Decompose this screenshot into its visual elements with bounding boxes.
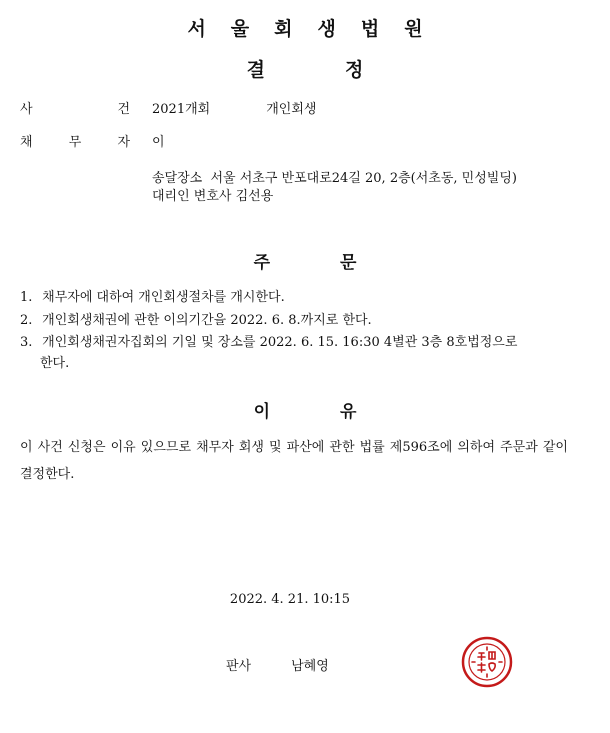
order-item-text: 개인회생채권자집회의 기일 및 장소를 2022. 6. 15. 16:30 4별관 3층 8호법정으로	[42, 335, 518, 350]
document-type: 결정	[246, 59, 444, 81]
reason-heading: 이유	[253, 402, 427, 422]
case-label	[20, 101, 130, 119]
service-address: 송달장소 서울 서초구 반포대로24길 20, 2층(서초동, 민성빌딩)	[152, 171, 517, 186]
case-value	[152, 101, 316, 119]
legal-agent: 대리인 변호사 김선용	[152, 189, 274, 204]
order-item-number: 3.	[20, 335, 33, 350]
order-item-number: 1.	[20, 290, 33, 305]
judge-signature-line	[226, 655, 329, 674]
case-name: 개인회생	[266, 102, 317, 117]
order-item-text: 개인회생채권에 관한 이의기간을 2022. 6. 8.까지로 한다.	[42, 313, 372, 328]
reason-text: 이 사건 신청은 이유 있으므로 채무자 회생 및 파산에 관한 법률 제596조에 의하여 주문과 같이 결정한다.	[20, 440, 568, 482]
case-number: 2021개회	[152, 102, 211, 117]
order-item-text: 채무자에 대하여 개인회생절차를 개시한다.	[42, 290, 285, 305]
court-seal-icon	[460, 635, 514, 689]
order-item-2	[20, 310, 568, 331]
order-item-text-continued: 한다.	[40, 356, 70, 371]
court-name: 서울회생법원	[187, 18, 448, 40]
label-char: 건	[117, 102, 130, 117]
debtor-label	[20, 134, 130, 152]
label-char: 사	[20, 102, 33, 117]
judge-title: 판사	[226, 659, 252, 674]
decision-date: 2022. 4. 21. 10:15	[229, 592, 351, 607]
label-char: 채	[20, 135, 33, 150]
label-char: 무	[68, 135, 82, 150]
judge-name: 남혜영	[291, 659, 329, 674]
order-heading: 주문	[253, 253, 427, 273]
order-item-number: 2.	[20, 313, 33, 328]
debtor-name: 이	[152, 135, 165, 150]
order-item-3	[20, 332, 568, 374]
order-item-1	[20, 287, 568, 308]
label-char: 자	[117, 135, 130, 150]
